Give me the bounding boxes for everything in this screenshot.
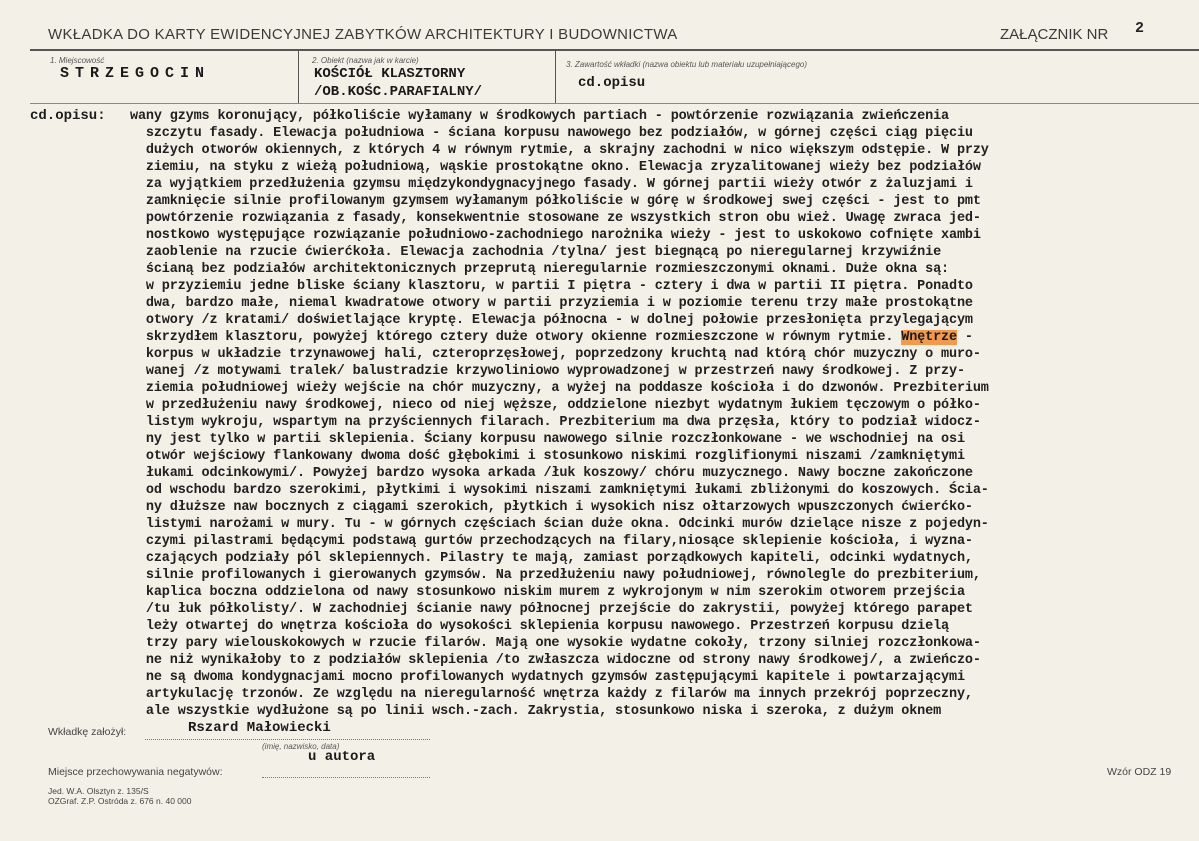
body-label: cd.opisu: <box>30 108 106 124</box>
storage-label: Miejsce przechowywania negatywów: <box>48 766 223 778</box>
text-line: szczytu fasady. Elewacja południowa - ściana korpusu nawowego bez podziałów, w górnej części ciąg pięciu <box>130 126 973 141</box>
object-value-line2: /OB.KOŚC.PARAFIALNY/ <box>314 84 483 100</box>
content-label: 3. Zawartość wkładki (nazwa obiektu lub materiału uzupełniającego) <box>566 60 808 69</box>
text-line: ny jest tylko w partii sklepienia. Ściany korpusu nawowego silnie rozczłonkowane - we wschodniej na osi <box>130 432 965 447</box>
text-line: ne są dwoma kondygnacjami mocno profilowanych wydatnych gzymsów zastępującymi kapitele i powtarzającymi <box>130 670 965 685</box>
text-line: ne niż wynikałoby to z podziałów sklepienia /to zwłaszcza widoczne od strony nawy środkowej/, a zwieńczo- <box>130 653 981 668</box>
text-line: ziemia południowej wieży wejście na chór muzyczny, a wyżej na poddasze kościoła i do dzwonów. Prezbiterium <box>130 381 989 396</box>
text-line: artykulację trzonów. Ze względu na nieregularność wnętrza każdy z filarów ma innych przekrój poprzeczny, <box>130 687 973 702</box>
text-line: nostkowo występujące rozwiązanie południowo-zachodniego narożnika wieży - jest to uskokowo cofnięte xambi <box>130 228 981 243</box>
text-line: ziemiu, na styku z wieżą południową, wąskie prostokątne okno. Elewacja zryzalitowanej wieży bez podziałów <box>130 160 981 175</box>
text-line: trzy pary wielouskokowych w rzucie filarów. Mają one wysokie wydatne cokoły, trzony silniej rozczłonkowa- <box>130 636 981 651</box>
annex-label: ZAŁĄCZNIK NR <box>1000 26 1109 43</box>
text-line: dużych otworów okiennych, z których 4 w równym rytmie, a skrajny zachodni w nico większym odstępie. W przy <box>130 143 989 158</box>
storage-value: u autora <box>308 749 376 765</box>
printer-note-2: OZGraf. Z.P. Ostróda z. 676 n. 40 000 <box>48 796 192 806</box>
text-line: korpus w układzie trzynawowej hali, czteroprzęsłowej, poprzedzony kruchtą nad którą chór muzyczny o muro- <box>130 347 981 362</box>
storage-line <box>262 777 430 778</box>
text-line: wany gzyms koronujący, półkoliście wyłamany w środkowych partiach - powtórzenie rozwiązania zwieńczenia <box>130 109 949 124</box>
text-line: za wyjątkiem przedłużenia gzymsu międzykondygnacyjnego fasady. W górnej partii wieży otwór z żaluzjami i <box>130 177 973 192</box>
text-line: łukami odcinkowymi/. Powyżej bardzo wysoka arkada /łuk koszowy/ chóru muzycznego. Nawy boczne zakończone <box>130 466 973 481</box>
text-line: ścianą bez podziałów architektonicznych przeprutą nieregularnie rozmieszczonymi oknami. Duże okna są: <box>130 262 949 277</box>
annex-number: 2 <box>1135 20 1145 37</box>
content-value: cd.opisu <box>578 75 646 91</box>
text-line-highlight <box>130 329 1199 346</box>
text-line: w przedłużeniu nawy środkowej, nieco od niej węższe, oddzielone niezbyt wydatnym łukiem tęczowym o półko- <box>130 398 981 413</box>
text-line: zaoblenie na rzucie ćwierćkoła. Elewacja zachodnia /tylna/ jest biegnącą po nieregularnej krzywiźnie <box>130 245 942 260</box>
text-line: zamknięcie silnie profilowanym gzymsem wyłamanym półkoliście w górę w środkowej swej części - jest to pmt <box>130 194 981 209</box>
compiled-by-line <box>145 739 430 740</box>
text-line: dwa, bardzo małe, niemal kwadratowe otwory w partii przyziemia i w poziomie terenu trzy małe prostokątne <box>130 296 973 311</box>
text-line: czymi pilastrami będącymi podstawą gurtów przechodzących na filary,niosące sklepienie kościoła, i wyzna- <box>130 534 973 549</box>
text-line: leży otwartej do wnętrza kościoła do wysokości sklepienia korpusu nawowego. Przestrzeń korpusu dzielą <box>130 619 949 634</box>
form-code: Wzór ODZ 19 <box>1107 766 1172 778</box>
fields-divider-2 <box>555 51 556 103</box>
text-line: czających podziały pól sklepiennych. Pilastry te mają, zamiast porządkowych kapiteli, odcinki wydatnych, <box>130 551 973 566</box>
object-label: 2. Obiekt (nazwa jak w karcie) <box>312 56 419 65</box>
text-line: ny dłuższe naw bocznych z ciągami szerokich, płytkich i wysokich nisz ołtarzowych wpuszczonych ćwierćko- <box>130 500 973 515</box>
fields-bottom-rule <box>30 103 1199 104</box>
text-line: listym wykroju, wspartym na przyściennych filarach. Prezbiterium ma dwa przęsła, który to podział widocz- <box>130 415 981 430</box>
compiled-by-caption: (imię, nazwisko, data) <box>262 742 340 751</box>
compiled-by-value: Rszard Małowiecki <box>188 720 331 736</box>
highlighted-word: Wnętrze <box>901 330 957 345</box>
printer-note-1: Jed. W.A. Olsztyn z. 135/S <box>48 786 149 796</box>
compiled-by-label: Wkładkę założył: <box>48 726 127 738</box>
text-line: /tu łuk półkolisty/. W zachodniej ścianie nawy północnej przejście do zakrystii, powyżej którego parapet <box>130 602 973 617</box>
highlight-tail: - <box>956 330 973 345</box>
text-line: otwór wejściowy flankowany dwoma dość głębokimi i stosunkowo niskimi rozglifionymi niszami /zamkniętymi <box>130 449 965 464</box>
fields-divider-1 <box>298 51 299 103</box>
header-rule <box>30 49 1199 51</box>
text-line: powtórzenie rozwiązania z fasady, konsekwentnie stosowane ze wszystkich stron obu wież. Uwagę zwraca jed- <box>130 211 981 226</box>
form-title: WKŁADKA DO KARTY EWIDENCYJNEJ ZABYTKÓW ARCHITEKTURY I BUDOWNICTWA <box>48 26 678 43</box>
place-label: 1. Miejscowość <box>50 56 105 65</box>
description-text <box>130 108 1199 720</box>
text-line: listymi narożami w mury. Tu - w górnych częściach ścian duże okna. Odcinki murów dzielące nisze z pojedyn- <box>130 517 989 532</box>
text-line: wanej /z motywami tralek/ balustradzie krzywoliniowo wyprowadzonej w przestrzeń nawy środkowej. Z przy- <box>130 364 965 379</box>
text-line: otwory /z kratami/ doświetlające kryptę. Elewacja północna - w dolnej połowie przesłonięta przylegającym <box>130 313 973 328</box>
text-line: w przyziemiu jedne bliske ściany klasztoru, w partii I piętra - cztery i dwa w partii II piętra. Ponadto <box>130 279 973 294</box>
text-line: od wschodu bardzo szerokimi, płytkimi i wysokimi niszami zamkniętymi łukami zbliżonymi do koszowych. Ścia- <box>130 483 989 498</box>
text-line: ale wszystkie wydłużone są po linii wsch.-zach. Zakrystia, stosunkowo niska i szeroka, z dużym oknem <box>130 704 942 719</box>
place-value: STRZEGOCIN <box>60 65 211 82</box>
text-line-start: skrzydłem klasztoru, powyżej którego cztery duże otwory okienne rozmieszczone w równym rytmie. <box>130 330 902 345</box>
object-value-line1: KOŚCIÓŁ KLASZTORNY <box>314 66 466 82</box>
text-line: silnie profilowanych i gierowanych gzymsów. Na przedłużeniu nawy południowej, równolegle do prezbiterium, <box>130 568 981 583</box>
text-line: kaplica boczna oddzielona od nawy stosunkowo niskim murem z wykrojonym w nim szerokim otworem przejścia <box>130 585 965 600</box>
